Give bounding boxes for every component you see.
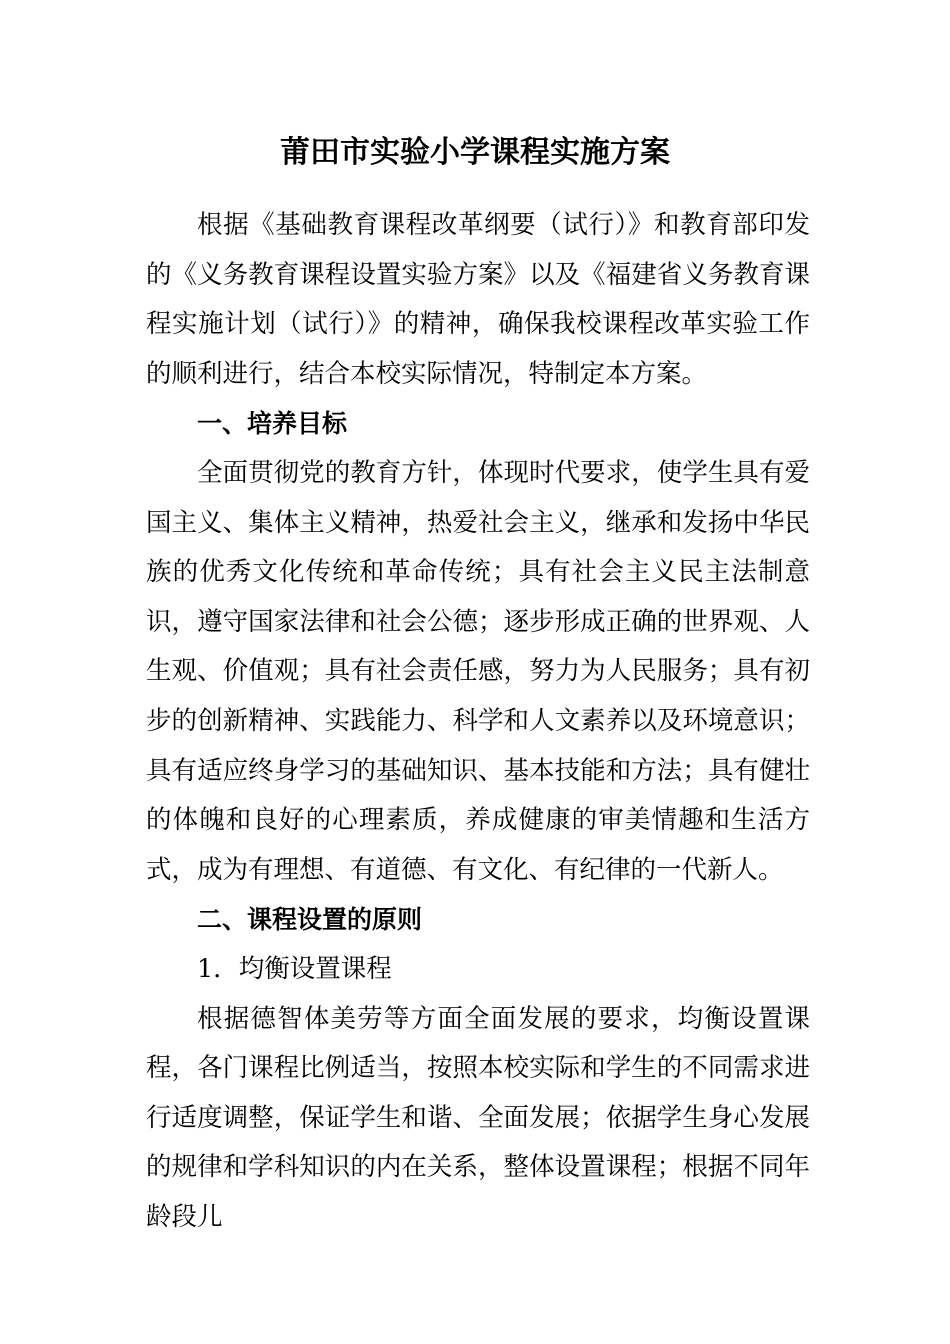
intro-paragraph: 根据《基础教育课程改革纲要（试行）》和教育部印发的《义务教育课程设置实验方案》以及《福建省义务教育课程实施计划（试行）》的精神，确保我校课程改革实验工作的顺利进行，结合本校实际情况，特制定本方案。 <box>146 210 810 389</box>
balanced-courses-paragraph: 根据德智体美劳等方面全面发展的要求，均衡设置课程，各门课程比例适当，按照本校实际和学生的不同需求进行适度调整，保证学生和谐、全面发展；依据学生身心发展的规律和学科知识的内在关系，整体设置课程；根据不同年龄段儿 <box>146 1003 810 1232</box>
section-heading-training-goals: 一、培养目标 <box>197 409 348 439</box>
subheading-balanced-courses: 1．均衡设置课程 <box>197 953 392 984</box>
training-goals-paragraph: 全面贯彻党的教育方针，体现时代要求，使学生具有爱国主义、集体主义精神，热爱社会主义，继承和发扬中华民族的优秀文化传统和革命传统；具有社会主义民主法制意识，遵守国家法律和社会公德；逐步形成正确的世界观、人生观、价值观；具有社会责任感，努力为人民服务；具有初步的创新精神、实践能力、科学和人文素养以及环境意识；具有适应终身学习的基础知识、基本技能和方法；具有健壮的体魄和良好的心理素质，养成健康的审美情趣和生活方式，成为有理想、有道德、有文化、有纪律的一代新人。 <box>146 457 810 885</box>
section-heading-course-principles: 二、课程设置的原则 <box>197 905 423 935</box>
document-body <box>146 201 810 1242</box>
document-title: 莆田市实验小学课程实施方案 <box>280 135 670 170</box>
